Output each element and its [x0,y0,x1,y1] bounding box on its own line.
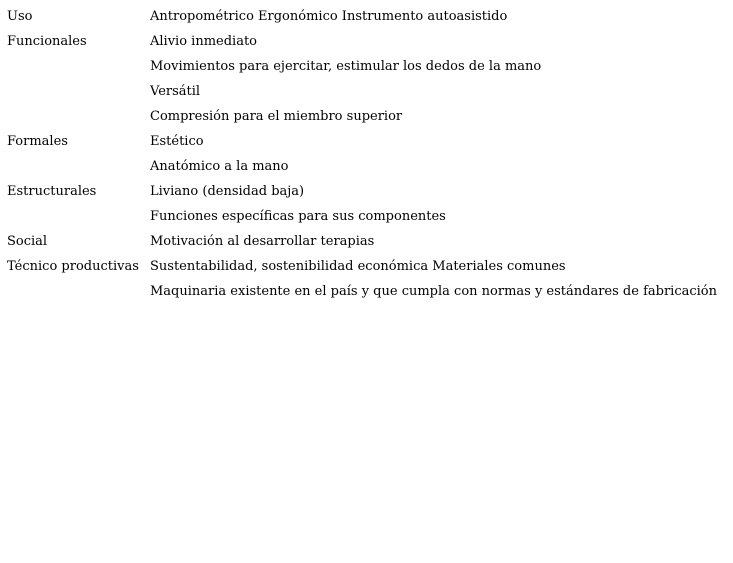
row-value: Liviano (densidad baja) [150,184,305,199]
row-category [7,107,150,132]
row-value: Antropométrico Ergonómico Instrumento autoasistido [150,9,508,24]
table-row [7,107,717,132]
table-row [7,282,717,307]
row-value: Sustentabilidad, sostenibilidad económica Materiales comunes [150,259,566,274]
table-row [7,7,717,32]
table-row [7,82,717,107]
row-value: Motivación al desarrollar terapias [150,234,375,249]
row-category: Uso [7,9,33,24]
row-category [7,207,150,232]
row-category: Funcionales [7,34,87,49]
row-value: Versátil [150,84,201,99]
row-category [7,82,150,107]
row-category: Técnico productivas [7,259,139,274]
row-value: Estético [150,134,204,149]
row-category [7,157,150,182]
row-value: Movimientos para ejercitar, estimular los dedos de la mano [150,59,542,74]
table-row [7,32,717,57]
table-row [7,232,717,257]
row-category [7,57,150,82]
row-category [7,282,150,307]
row-value: Anatómico a la mano [150,159,289,174]
requirements-table [7,7,717,307]
table-row [7,182,717,207]
row-value: Maquinaria existente en el país y que cumpla con normas y estándares de fabricación [150,284,717,299]
row-value: Alivio inmediato [150,34,257,49]
table-row [7,157,717,182]
row-category: Formales [7,134,68,149]
row-category: Social [7,234,48,249]
table-row [7,207,717,232]
row-value: Compresión para el miembro superior [150,109,403,124]
table-row [7,132,717,157]
row-category: Estructurales [7,184,97,199]
table-row [7,257,717,282]
row-value: Funciones específicas para sus componentes [150,209,446,224]
table-row [7,57,717,82]
